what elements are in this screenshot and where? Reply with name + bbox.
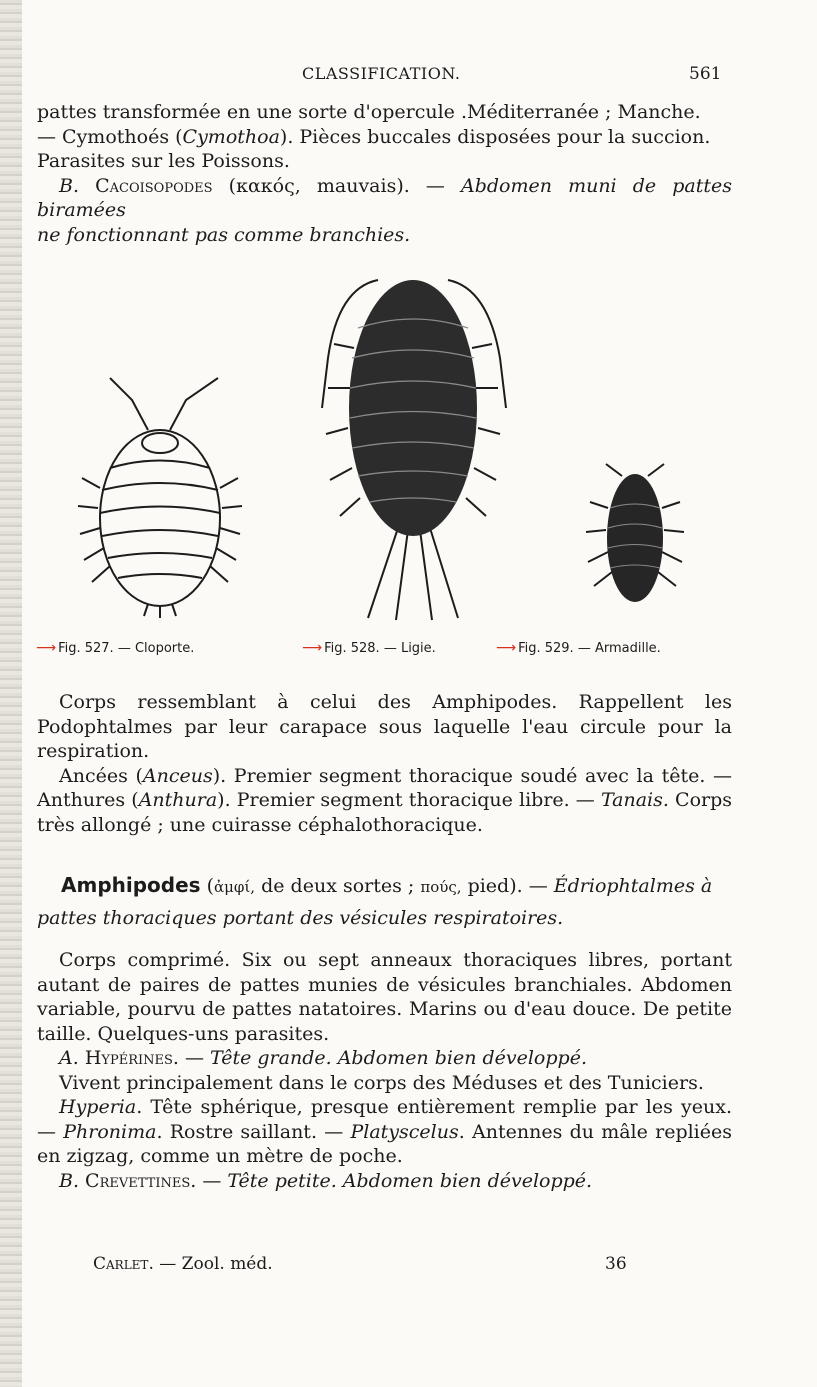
arrow-icon: ⟶ [302,640,323,656]
footer-signature: Carlet. — Zool. méd. [93,1254,273,1274]
figure-caption: ⟶ Fig. 527. — Cloporte. [36,640,195,656]
figure-caption: ⟶ Fig. 528. — Ligie. [302,640,436,656]
subsection-b: B. Crevettines. — Tête petite. Abdomen bien développé. [59,1169,593,1192]
text-line: Parasites sur les Poissons. [37,150,290,172]
page-number: 561 [689,64,722,84]
paragraph: Corps comprimé. Six ou sept anneaux thoraciques libres, portant autant de paires de pattes munies de vésicules branchiales. Abdomen variable, pourvu de pattes natatoires. Marins ou d'eau douce. De petite taille. Quelques-uns parasites. [37,949,732,1045]
arrow-icon: ⟶ [36,640,57,656]
amphipodes-text [37,948,732,1193]
sheet-number: 36 [605,1254,627,1274]
isopod-text [37,690,732,837]
cloporte-illustration [70,368,250,618]
top-text [37,100,732,247]
scan-edge [0,0,22,1387]
text-line: — Cymothoés (Cymothoa). Pièces buccales disposées pour la succion. [37,125,711,148]
paragraph: Vivent principalement dans le corps des Méduses et des Tuniciers. [59,1071,704,1094]
arrow-icon: ⟶ [496,640,517,656]
text-line: ne fonctionnant pas comme branchies. [37,223,411,246]
text-line: pattes transformée en une sorte d'opercule .Méditerranée ; Manche. [37,101,701,123]
text-line: B. Cacoisopodes (κακός, mauvais). — Abdomen muni de pattes biramées [37,174,732,221]
page-header [0,62,817,86]
subsection-a: A. Hypérines. — Tête grande. Abdomen bien développé. [59,1047,587,1069]
section-title: Amphipodes [61,873,201,897]
section-definition: Édriophtalmes à pattes thoraciques portant des vésicules respiratoires. [37,875,713,929]
running-title: CLASSIFICATION. [302,64,461,83]
armadille-illustration [580,458,690,608]
paragraph: Ancées (Anceus). Premier segment thoracique soudé avec la tête. — Anthures (Anthura). Premier segment thoracique libre. — Tanais. Corps très allongé ; une cuirasse céphalothoracique. [37,764,732,836]
figure-plate [70,258,750,628]
paragraph: Hyperia. Tête sphérique, presque entièrement remplie par les yeux. — Phronima. Rostre saillant. — Platyscelus. Antennes du mâle repliées en zigzag, comme un mètre de poche. [37,1096,732,1167]
figure-captions [36,640,736,664]
ligie-illustration [308,258,518,628]
section-heading: Amphipodes (ἀμφί, de deux sortes ; πούς, pied). — Édriophtalmes à pattes thoraciques portant des vésicules respiratoires. [37,873,713,929]
figure-caption: ⟶ Fig. 529. — Armadille. [496,640,661,656]
paragraph: Corps ressemblant à celui des Amphipodes. Rappellent les Podophtalmes par leur carapace sous laquelle l'eau circule pour la respiration. [37,691,732,762]
